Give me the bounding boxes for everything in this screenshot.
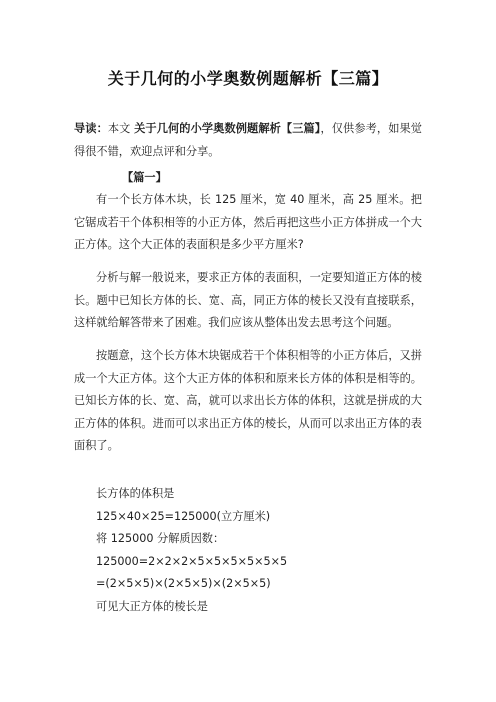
lead-paragraph [74, 118, 422, 163]
calc-line-factor-label: 将 125000 分解质因数： [96, 532, 225, 545]
calc-line-volume: 125×40×25=125000(立方厘米) [96, 510, 271, 523]
lead-bold-title: 关于几何的小学奥数例题解析【三篇】 [134, 122, 321, 135]
lead-text-end: ，仅供参考，如果觉得很不错，欢迎点评和分享。 [74, 122, 422, 158]
calc-line-factorization: 125000=2×2×2×5×5×5×5×5×5 [96, 555, 288, 568]
calc-line-grouping: =(2×5×5)×(2×5×5)×(2×5×5) [96, 577, 271, 590]
calc-line-volume-label: 长方体的体积是 [96, 487, 175, 500]
document-title: 关于几何的小学奥数例题解析【三篇】 [107, 69, 389, 88]
lead-prefix: 导读： [74, 122, 108, 135]
calc-line-edge-label: 可见大正方体的棱长是 [96, 600, 208, 613]
paragraph-analysis: 分析与解一般说来，要求正方体的表面积，一定要知道正方体的棱长。题中已知长方体的长、宽、高，同正方体的棱长又没有直接联系，这样就给解答带来了困难。我们应该从整体出发去思考这个问题。 [74, 271, 422, 329]
paragraph-approach: 按题意，这个长方体木块锯成若干个体积相等的小正方体后，又拼成一个大正方体。这个大正方体的体积和原来长方体的体积是相等的。已知长方体的长、宽、高，就可以求出长方体的体积，这就是拼成的大正方体的体积。进而可以求出正方体的棱长，从而可以求出正方体的表面积了。 [74, 349, 422, 452]
paragraph-problem: 有一个长方体木块，长 125 厘米，宽 40 厘米，高 25 厘米。把它锯成若干个体积相等的小正方体，然后再把这些小正方体拼成一个大正方体。这个大正体的表面积是多少平方厘米? [74, 193, 422, 251]
lead-text-start: 本文 [107, 122, 135, 135]
section-label: 【篇一】 [122, 171, 167, 184]
